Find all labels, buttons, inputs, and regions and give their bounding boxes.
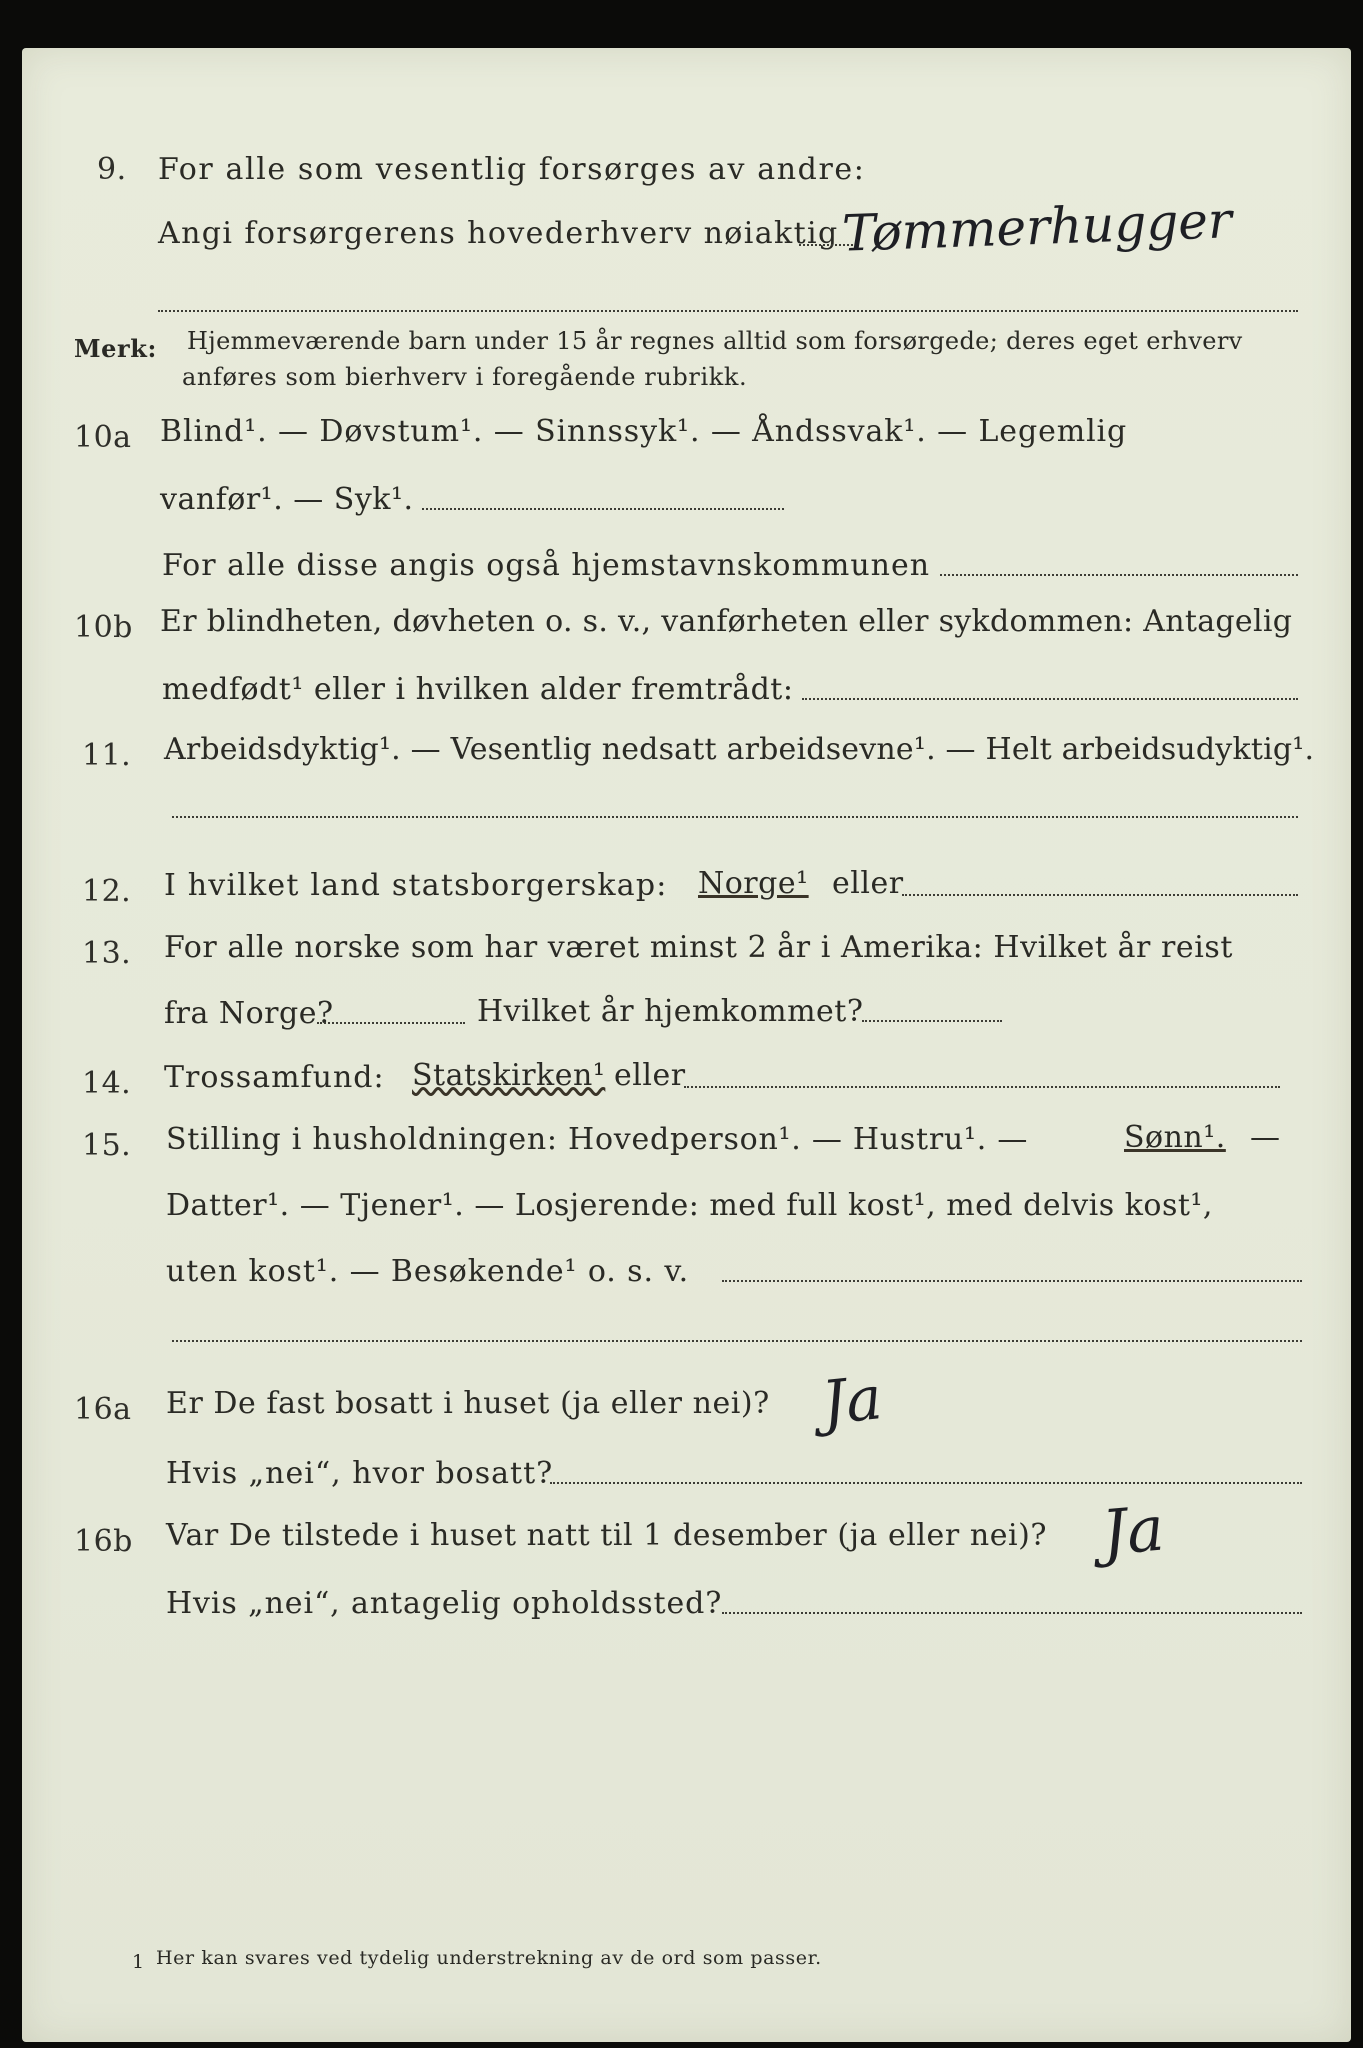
footnote-mark: 1 — [132, 1951, 145, 1973]
q9-line2: Angi forsørgerens hovederhverv nøiaktig — [158, 216, 839, 251]
q9-second-line — [158, 310, 1298, 312]
q12-prefix: I hvilket land statsborgerskap: — [164, 868, 668, 903]
q16b-line2: Hvis „nei“, antagelig opholdssted? — [166, 1586, 723, 1621]
q9-number: 9. — [97, 152, 127, 187]
q15-sonn-underlined: Sønn¹. — [1124, 1120, 1226, 1155]
q13-line2a: fra Norge? — [164, 996, 334, 1031]
q13-reist-line — [317, 1022, 465, 1024]
footnote-text: Her kan svares ved tydelig understrekning av de ord som passer. — [156, 1947, 822, 1969]
q16b-opholdssted-line — [722, 1612, 1302, 1614]
q10a-line1: Blind¹. — Døvstum¹. — Sinnssyk¹. — Åndssvak¹. — Legemlig — [160, 414, 1128, 449]
q10a-line2: vanfør¹. — Syk¹. — [160, 482, 414, 517]
q14-suffix: eller — [614, 1058, 686, 1093]
q10a-line3: For alle disse angis også hjemstavnskommunen — [162, 548, 931, 583]
q14-number: 14. — [82, 1066, 132, 1101]
q11-answer-line — [172, 816, 1298, 818]
q16b-line1: Var De tilstede i huset natt til 1 desember (ja eller nei)? — [166, 1518, 1048, 1553]
q15-line3: uten kost¹. — Besøkende¹ o. s. v. — [166, 1254, 690, 1289]
q13-hjemkommet-line — [862, 1020, 1002, 1022]
q10a-kommune-line — [940, 574, 1298, 576]
census-form-page — [22, 48, 1351, 2042]
q10a-number: 10a — [74, 420, 132, 455]
note-label: Merk: — [74, 334, 157, 363]
note-line2: anføres som bierhverv i foregående rubrikk. — [182, 363, 748, 391]
q12-norge-underlined: Norge¹ — [698, 866, 809, 901]
q15-line1a: Stilling i husholdningen: Hovedperson¹. — Hustru¹. — — [166, 1122, 1029, 1157]
q10a-syk-line — [422, 508, 784, 510]
q16a-number: 16a — [74, 1392, 132, 1427]
q11-number: 11. — [82, 738, 132, 773]
q15-number: 15. — [82, 1128, 132, 1163]
q15-second-line — [172, 1340, 1302, 1342]
q14-statskirken-underlined: Statskirken¹ — [412, 1058, 606, 1093]
q16a-bosatt-line — [550, 1482, 1302, 1484]
q10b-line1: Er blindheten, døvheten o. s. v., vanførheten eller sykdommen: Antagelig — [160, 604, 1293, 639]
q13-line1: For alle norske som har været minst 2 år i Amerika: Hvilket år reist — [164, 930, 1233, 965]
q14-answer-line — [684, 1086, 1280, 1088]
q10b-line2: medfødt¹ eller i hvilken alder fremtrådt: — [162, 672, 794, 707]
note-line1: Hjemmeværende barn under 15 år regnes alltid som forsørgede; deres eget erhverv — [187, 327, 1243, 355]
q15-answer-line — [722, 1280, 1302, 1282]
q9-handwritten-answer: Tømmerhugger — [841, 191, 1233, 263]
q16a-line1: Er De fast bosatt i huset (ja eller nei)? — [166, 1386, 770, 1421]
q16a-line2: Hvis „nei“, hvor bosatt? — [166, 1456, 554, 1491]
q13-number: 13. — [82, 936, 132, 971]
q10b-number: 10b — [74, 610, 133, 645]
q10b-alder-line — [802, 698, 1298, 700]
q16b-handwritten-answer: Ja — [1098, 1491, 1167, 1570]
q15-line1c: — — [1250, 1120, 1281, 1155]
q9-line1: For alle som vesentlig forsørges av andre: — [158, 152, 866, 187]
q15-line2: Datter¹. — Tjener¹. — Losjerende: med full kost¹, med delvis kost¹, — [166, 1188, 1213, 1223]
q12-suffix: eller — [832, 866, 904, 901]
q13-line2b: Hvilket år hjemkommet? — [477, 994, 864, 1029]
q16b-number: 16b — [74, 1524, 133, 1559]
q12-number: 12. — [82, 874, 132, 909]
q11-line1: Arbeidsdyktig¹. — Vesentlig nedsatt arbeidsevne¹. — Helt arbeidsudyktig¹. — [164, 732, 1315, 767]
q12-answer-line — [902, 894, 1298, 896]
q16a-handwritten-answer: Ja — [818, 1363, 886, 1439]
q14-prefix: Trossamfund: — [164, 1060, 385, 1095]
